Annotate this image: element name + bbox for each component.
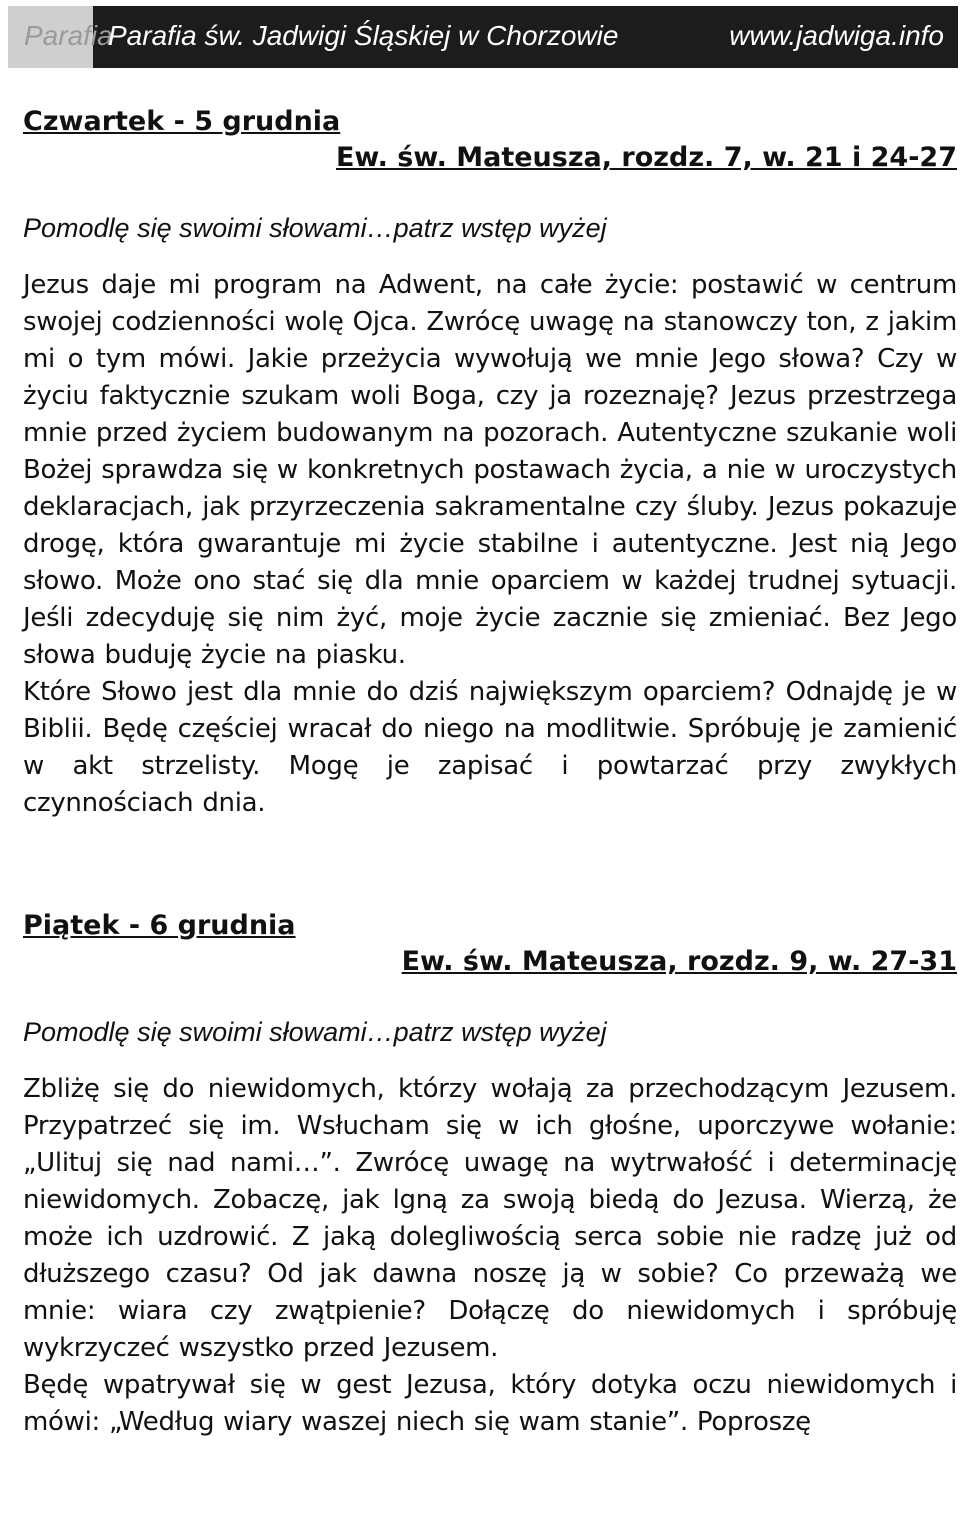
document-body xyxy=(23,104,957,1441)
header-ghost-text: Parafia xyxy=(24,20,113,51)
prayer-prompt: Pomodlę się swoimi słowami…patrz wstęp wyżej xyxy=(23,1017,607,1047)
meditation-paragraph: Będę wpatrywał się w gest Jezusa, który dotyka oczu niewidomych i mówi: „Według wiary waszej niech się wam stanie”. Poproszę xyxy=(23,1370,957,1437)
reading-section-friday xyxy=(23,908,957,1441)
reading-section-thursday xyxy=(23,104,957,822)
header-title: Parafia św. Jadwigi Śląskiej w Chorzowie xyxy=(108,20,619,51)
day-heading: Piątek - 6 grudnia xyxy=(23,910,296,941)
header-url: www.jadwiga.info xyxy=(729,20,944,51)
meditation-paragraph: Które Słowo jest dla mnie do dziś największym oparciem? Odnajdę je w Biblii. Będę częściej wracał do niego na modlitwie. Spróbuję je zamienić w akt strzelisty. Mogę je zapisać i powtarzać przy zwykłych czynnościach dnia. xyxy=(23,677,957,818)
gospel-reference: Ew. św. Mateusza, rozdz. 7, w. 21 i 24-27 xyxy=(335,142,957,173)
page-header-banner xyxy=(8,6,958,68)
gospel-reference: Ew. św. Mateusza, rozdz. 9, w. 27-31 xyxy=(401,946,957,977)
header-ghost-tab xyxy=(8,6,113,68)
meditation-paragraph: Zbliżę się do niewidomych, którzy wołają za przechodzącym Jezusem. Przypatrzeć się im. Wsłucham się w ich głośne, uporczywe wołanie: „Ulituj się nad nami…”. Zwrócę uwagę na wytrwałość i determinację niewidomych. Zobaczę, jak lgną za swoją biedą do Jezusa. Wierzą, że może ich uzdrowić. Z jaką dolegliwością serca sobie nie radzę już od dłuższego czasu? Od jak dawna noszę ją w sobie? Co przeważą we mnie: wiara czy zwątpienie? Dołączę do niewidomych i spróbuję wykrzyczeć wszystko przed Jezusem. xyxy=(23,1074,957,1363)
day-heading: Czwartek - 5 grudnia xyxy=(23,106,341,137)
meditation-paragraph: Jezus daje mi program na Adwent, na całe życie: postawić w centrum swojej codzienności wolę Ojca. Zwrócę uwagę na stanowczy ton, z jakim mi o tym mówi. Jakie przeżycia wywołują we mnie Jego słowa? Czy w życiu faktycznie szukam woli Boga, czy ja rozeznaję? Jezus przestrzega mnie przed życiem budowanym na pozorach. Autentyczne szukanie woli Bożej sprawdza się w konkretnych postawach życia, a nie w uroczystych deklaracjach, jak przyrzeczenia sakramentalne czy śluby. Jezus pokazuje drogę, która gwarantuje mi życie stabilne i autentyczne. Jest nią Jego słowo. Może ono stać się dla mnie oparciem w każdej trudnej sytuacji. Jeśli zdecyduję się nim żyć, moje życie zacznie się zmieniać. Bez Jego słowa buduję życie na piasku. xyxy=(23,270,957,670)
prayer-prompt: Pomodlę się swoimi słowami…patrz wstęp wyżej xyxy=(23,213,607,243)
